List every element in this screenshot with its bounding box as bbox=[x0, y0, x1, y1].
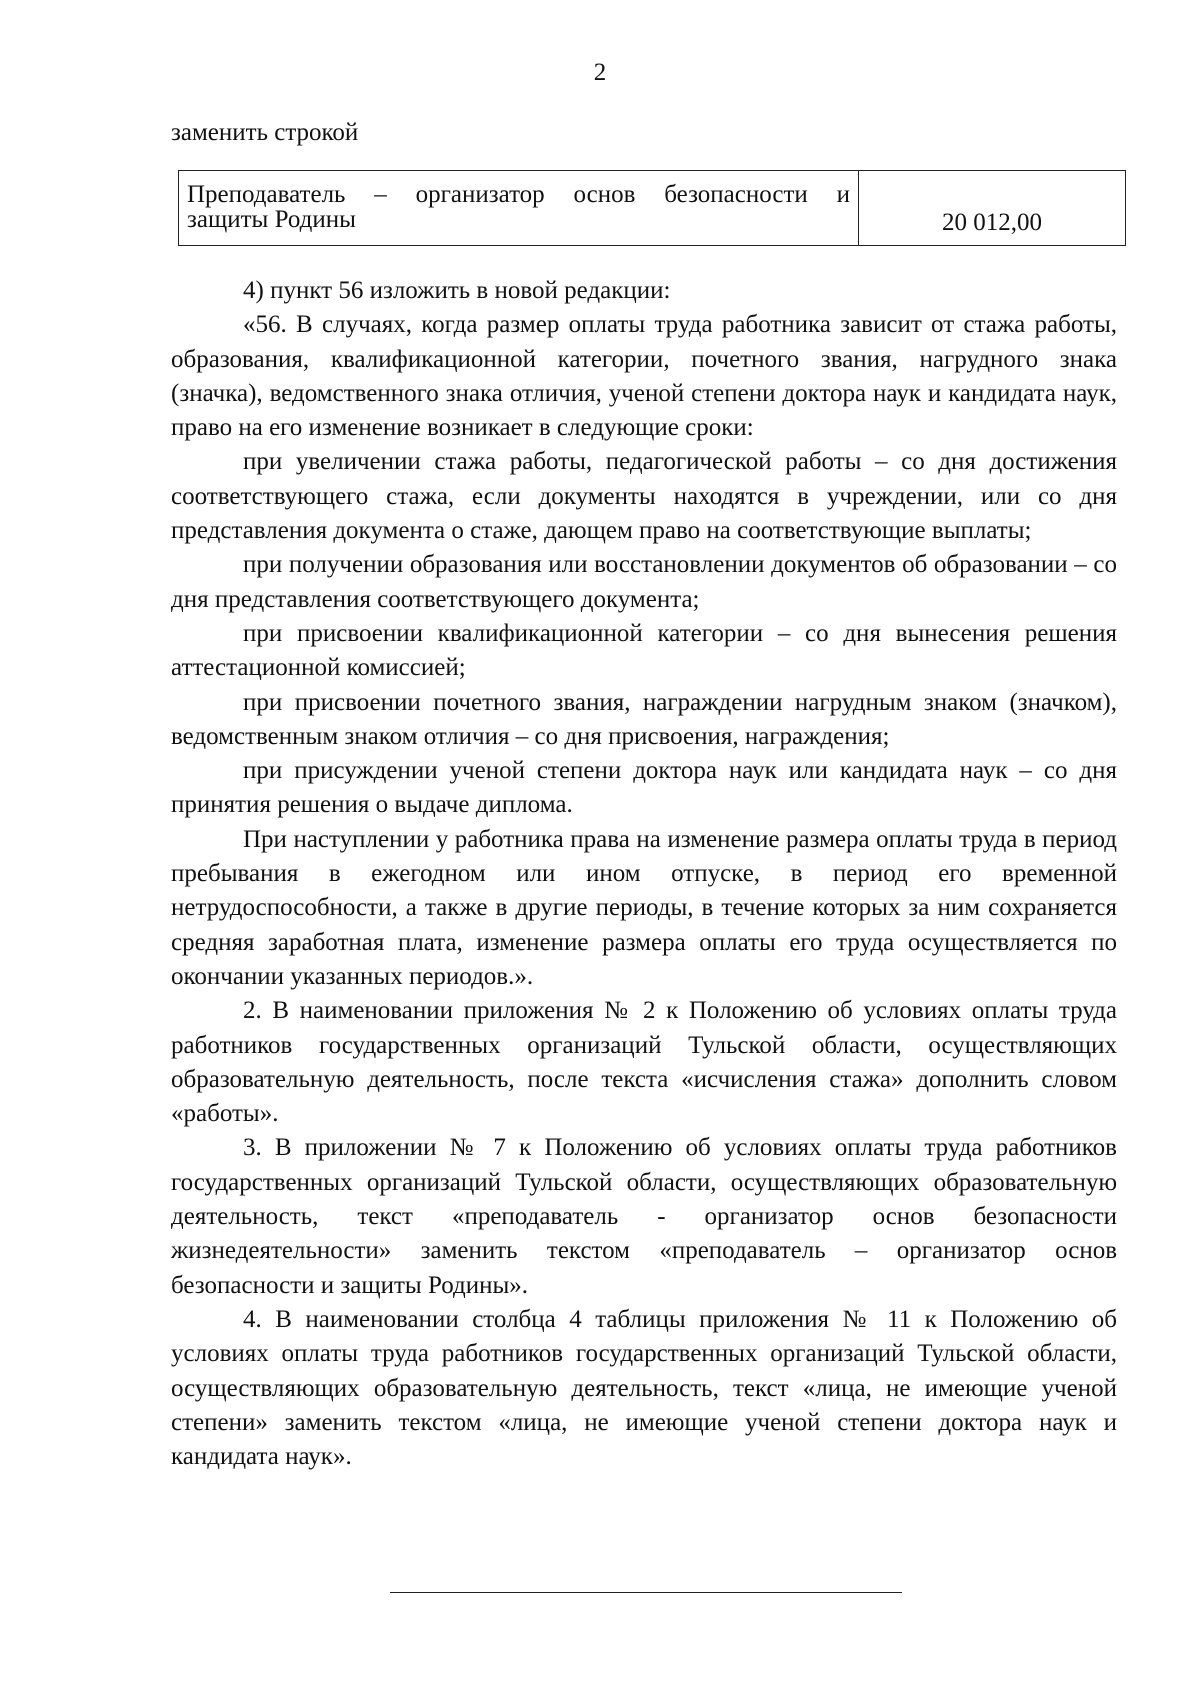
page-number: 2 bbox=[593, 59, 607, 86]
paragraph-item-3: 3. В приложении № 7 к Положению об условиях оплаты труда работников государственных организаций Тульской области, осуществляющих образовательную деятельность, текст «преподаватель - организатор основ безопасности жизнедеятельности» заменить текстом «преподаватель – организатор основ безопасности и защиты Родины». bbox=[171, 1134, 1117, 1299]
paragraph-qualification: при присвоении квалификационной категории – со дня вынесения решения аттестационной комиссией; bbox=[171, 619, 1117, 682]
paragraph-item-2: 2. В наименовании приложения № 2 к Положению об условиях оплаты труда работников государственных организаций Тульской области, осуществляющих образовательную деятельность, после текста «исчисления стажа» дополнить словом «работы». bbox=[171, 997, 1117, 1128]
salary-value: 20 012,00 bbox=[942, 209, 1042, 236]
paragraph-honorary-title: при присвоении почетного звания, награждении нагрудным знаком (значком), ведомственным знаком отличия – со дня присвоения, награждения; bbox=[171, 688, 1117, 750]
paragraph-education: при получении образования или восстановлении документов об образовании – со дня представления соответствующего документа; bbox=[171, 551, 1117, 613]
paragraph-56-intro: «56. В случаях, когда размер оплаты труда работника зависит от стажа работы, образования, квалификационной категории, почетного звания, нагрудного знака (значка), ведомственного знака отличия, ученой степени доктора наук и кандидата наук, право на его изменение возникает в следующие сроки: bbox=[171, 311, 1117, 442]
position-name-line-1: Преподаватель – организатор основ безопасности и bbox=[187, 181, 850, 208]
paragraph-academic-degree: при присуждении ученой степени доктора наук или кандидата наук – со дня принятия решения о выдаче диплома. bbox=[171, 757, 1117, 819]
paragraph-leave-period: При наступлении у работника права на изменение размера оплаты труда в период пребывания в ежегодном или ином отпуске, в период его временной нетрудоспособности, а также в другие периоды, в течение которых за ним сохраняется средняя заработная плата, изменение размера оплаты его труда осуществляется по окончании указанных периодов.». bbox=[171, 825, 1117, 990]
end-divider-line bbox=[390, 1592, 902, 1593]
paragraph-item-4: 4. В наименовании столбца 4 таблицы приложения № 11 к Положению об условиях оплаты труда работников государственных организаций Тульской области, осуществляющих образовательную деятельность, текст «лица, не имеющие ученой степени» заменить текстом «лица, не имеющие ученой степени доктора наук и кандидата наук». bbox=[171, 1305, 1117, 1471]
paragraph-item-4-heading: 4) пункт 56 изложить в новой редакции: bbox=[243, 277, 671, 304]
position-salary-table bbox=[178, 170, 1126, 246]
position-name-line-2: защиты Родины bbox=[187, 206, 356, 233]
intro-line: заменить строкой bbox=[171, 119, 359, 146]
document-body bbox=[171, 274, 1117, 1474]
position-name-cell bbox=[179, 171, 859, 245]
salary-cell bbox=[859, 171, 1125, 245]
paragraph-work-experience: при увеличении стажа работы, педагогической работы – со дня достижения соответствующего стажа, если документы находятся в учреждении, или со дня представления документа о стаже, дающем право на соответствующие выплаты; bbox=[171, 448, 1117, 545]
